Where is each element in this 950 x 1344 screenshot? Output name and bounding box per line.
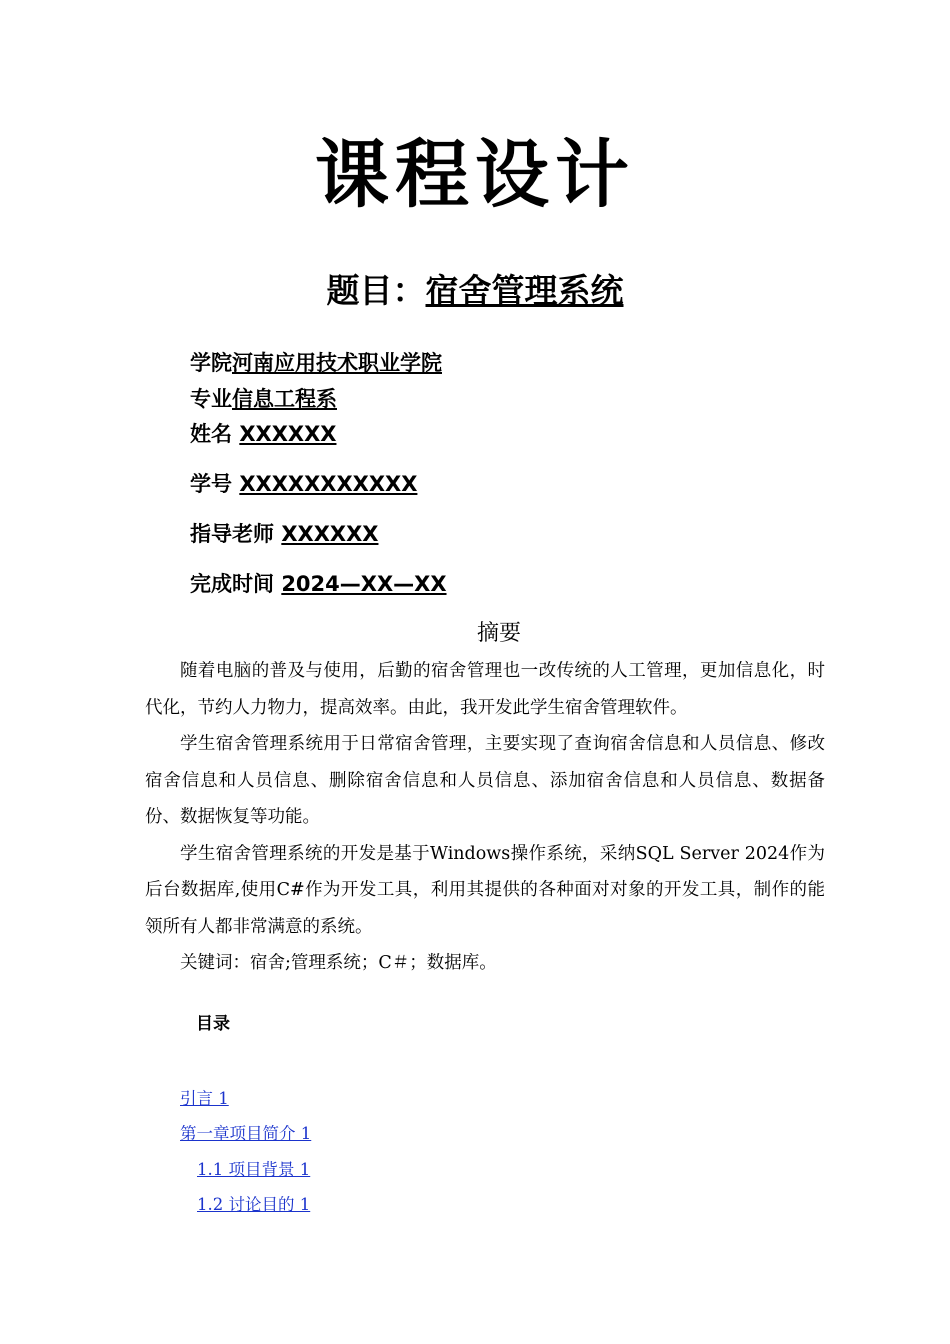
abstract-body <box>145 653 825 982</box>
toc-title: 目录 <box>196 1014 230 1034</box>
info-value: 河南应用技术职业学院 <box>232 351 442 375</box>
info-advisor <box>190 519 378 549</box>
toc-link-introduction[interactable]: 引言 1 <box>180 1089 229 1108</box>
abstract-paragraph: 随着电脑的普及与使用，后勤的宿舍管理也一改传统的人工管理，更加信息化，时代化，节约人力物力，提高效率。由此，我开发此学生宿舍管理软件。 <box>145 661 825 718</box>
info-label: 专业 <box>190 387 232 411</box>
abstract-paragraph: 学生宿舍管理系统的开发是基于Windows操作系统，采纳SQL Server 2024作为后台数据库,使用C#作为开发工具，利用其提供的各种面对对象的开发工具，制作的能领所有人都非常满意的系统。 <box>145 843 825 937</box>
info-completion-date <box>190 569 447 599</box>
toc-link-section-1-2[interactable]: 1.2 讨论目的 1 <box>197 1195 311 1214</box>
info-label: 学号 <box>190 472 240 496</box>
info-value: XXXXXX <box>281 522 379 546</box>
info-value: XXXXXXXXXXX <box>239 472 418 496</box>
toc-link-section-1-1[interactable]: 1.1 项目背景 1 <box>197 1160 311 1179</box>
info-value: XXXXXX <box>239 422 337 446</box>
abstract-paragraph: 学生宿舍管理系统用于日常宿舍管理，主要实现了查询宿舍信息和人员信息、修改宿舍信息和人员信息、删除宿舍信息和人员信息、添加宿舍信息和人员信息、数据备份、数据恢复等功能。 <box>145 734 825 827</box>
info-value: 2024—XX—XX <box>281 572 447 596</box>
info-value: 信息工程系 <box>232 387 337 411</box>
info-college <box>190 348 442 378</box>
info-major <box>190 384 337 414</box>
info-label: 完成时间 <box>190 572 282 596</box>
info-label: 指导老师 <box>190 522 282 546</box>
info-name <box>190 419 336 449</box>
topic-value: 宿舍管理系统 <box>425 271 624 310</box>
toc-link-chapter-1[interactable]: 第一章项目简介 1 <box>180 1124 312 1143</box>
topic-line <box>0 268 950 314</box>
info-label: 学院 <box>190 351 232 375</box>
cover-title: 课程设计 <box>315 132 635 218</box>
topic-label: 题目： <box>326 271 426 310</box>
keywords-line: 关键词：宿舍;管理系统；C＃；数据库。 <box>180 953 497 973</box>
info-label: 姓名 <box>190 422 240 446</box>
abstract-title: 摘要 <box>476 621 521 646</box>
info-student-id <box>190 469 417 499</box>
